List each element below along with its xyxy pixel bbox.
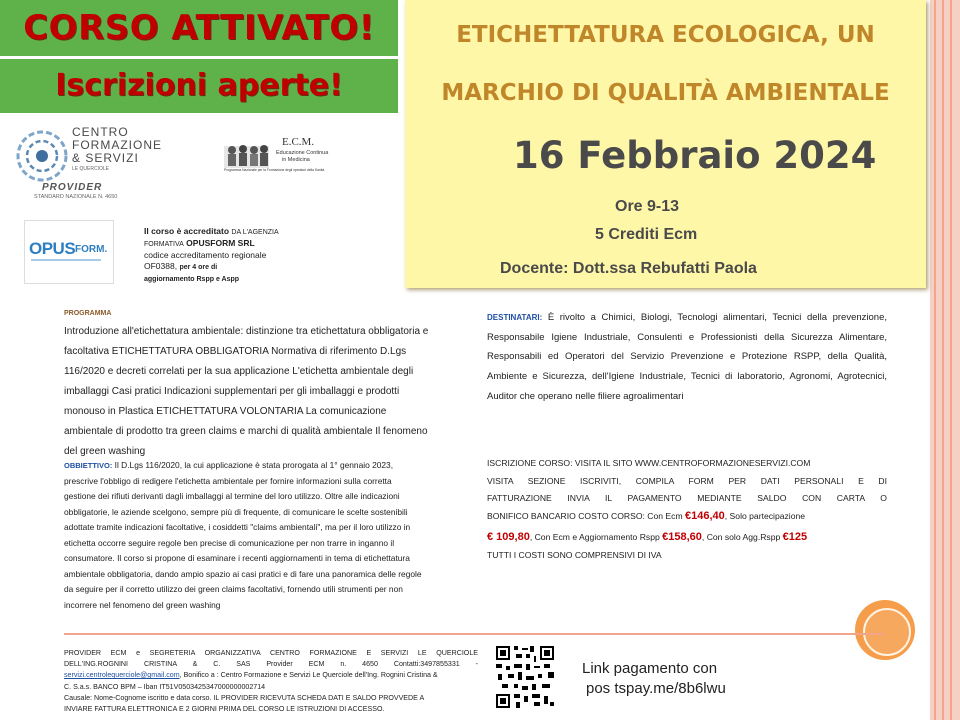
obiettivo-line: adottate tramite indicazioni facoltative, i cosiddetti "claims ambientali", ma per il loro utilizzo in bbox=[64, 522, 411, 532]
event-date: 16 Febbraio 2024 bbox=[513, 134, 877, 177]
footer-line: Causale: Nome-Cognome iscritto e data corso. IL PROVIDER RICEVUTA SCHEDA DATI E SALDO PROVVEDE A bbox=[64, 693, 425, 702]
footer-line: C. S.a.s. BANCO BPM – Iban IT51V0503425347000000002714 bbox=[64, 682, 266, 691]
programma-line: imballaggi Casi pratici Indicazioni supplementari per gli imballaggi e prodotti bbox=[64, 386, 400, 397]
destinatari-text: È rivolto a Chimici, Biologi, Tecnologi alimentari, Tecnici della prevenzione, Responsabile Igiene Industriale, Consulenti e Professionisti della Sicurezza Alimentare, Responsabili ed Operatori del Servizio Prevenzione e Protezione RSPP, della Qualità, Ambiente e Sicurezza, dell'Igiene Industriale, Tecnici di laboratorio, Agronomi, Agrotecnici, Auditor che operano nelle filiere agroalimentari bbox=[487, 312, 887, 402]
payment-link-label: Link pagamento con bbox=[582, 660, 718, 677]
cfs-provider-logo bbox=[12, 122, 172, 202]
opus-name: OPUS bbox=[29, 239, 76, 258]
obiettivo-line: incorrere nel fenomeno del green washing bbox=[64, 599, 221, 610]
accreditation-part-2: DA L'AGENZIA bbox=[231, 229, 279, 236]
accreditation-part-5: codice accreditamento regionale bbox=[144, 250, 267, 260]
cfs-name-line-2: FORMAZIONE bbox=[72, 138, 162, 152]
footer-contact-text bbox=[64, 648, 478, 715]
obiettivo-section bbox=[64, 458, 460, 613]
footer-email-link[interactable]: servizi.centrolequerciole@gmail.com bbox=[64, 671, 180, 680]
ecm-people-icon bbox=[224, 138, 269, 168]
footer-divider bbox=[64, 633, 884, 635]
iscrizione-line-6: TUTTI I COSTI SONO COMPRENSIVI DI IVA bbox=[487, 549, 662, 560]
ecm-bottom-text: Programma Nazionale per la Formazione degli operatori della Sanità bbox=[224, 168, 325, 172]
decorative-stripe bbox=[942, 0, 944, 720]
iscrizione-cost-text-4: , Con solo Agg.Rspp bbox=[701, 531, 783, 542]
iscrizione-cost-text-2: , Solo partecipazione bbox=[724, 511, 806, 522]
payment-qr-code-icon[interactable] bbox=[494, 644, 556, 710]
course-activated-banner bbox=[0, 0, 398, 56]
obiettivo-line: obbligatorie, le aziende scelgono, sempre più di frequente, di comunicare le scelte sostenibili bbox=[64, 506, 408, 517]
course-activated-text: CORSO ATTIVATO! bbox=[23, 8, 375, 48]
opusform-logo bbox=[24, 220, 114, 284]
destinatari-label: DESTINATARI: bbox=[487, 313, 543, 322]
accreditation-part-3: FORMATIVA bbox=[144, 241, 184, 248]
accreditation-text bbox=[144, 226, 304, 285]
iscrizione-line-2: VISITA SEZIONE ISCRIVITI, COMPILA FORM PER DATI PERSONALI E DI bbox=[487, 475, 887, 486]
iscrizione-cost-text: BONIFICO BANCARIO COSTO CORSO: Con Ecm bbox=[487, 511, 686, 522]
programma-line: monouso in Plastica ETICHETTATURA VOLONTARIA La comunicazione bbox=[64, 406, 387, 417]
cfs-provider-label: PROVIDER bbox=[42, 182, 103, 193]
obiettivo-line: prescrive l'obbligo di redigere l'etichetta ambientale per fornire informazioni sulla corretta bbox=[64, 475, 392, 486]
programma-line: ambientale di prodotto tra green claims e marchi di qualità ambientale Il fenomeno bbox=[64, 426, 428, 437]
course-title-line-1: ETICHETTATURA ECOLOGICA, UN bbox=[456, 22, 875, 48]
obiettivo-line: consumatore. Il corso si propone di esaminare i recenti aggiornamenti in tema di etichettatura bbox=[64, 553, 410, 563]
ecm-subtitle-1: Educazione Continua bbox=[276, 150, 329, 156]
accreditation-part-1: Il corso è accreditato bbox=[144, 226, 230, 236]
footer-line: PROVIDER ECM e SEGRETERIA ORGANIZZATIVA CENTRO FORMAZIONE E SERVIZI LE QUERCIOLE bbox=[64, 649, 478, 657]
programma-line: 116/2020 e decreti correlati per la sua applicazione L'etichetta ambientale degli bbox=[64, 366, 414, 377]
opus-underline bbox=[31, 259, 101, 261]
event-credits: 5 Crediti Ecm bbox=[595, 226, 698, 243]
teacher-name: Docente: Dott.ssa Rebufatti Paola bbox=[500, 260, 757, 277]
ecm-title: E.C.M. bbox=[282, 136, 315, 148]
price-ecm-and-rspp: €158,60 bbox=[662, 530, 702, 543]
accreditation-part-8: aggiornamento Rspp e Aspp bbox=[144, 276, 240, 283]
accreditation-part-4: OPUSFORM SRL bbox=[186, 238, 255, 248]
footer-line: DELL'ING.ROGNINI CRISTINA & C. SAS Provider ECM n. 4650 Contatti:3497855331 - bbox=[64, 660, 478, 669]
ecm-subtitle-2: in Medicina bbox=[282, 157, 310, 163]
ecm-logo bbox=[224, 136, 336, 174]
cfs-name-line-1: CENTRO bbox=[72, 125, 129, 139]
obiettivo-first-line: Il D.Lgs 116/2020, la cui applicazione è stata prorogata al 1° gennaio 2023, bbox=[114, 460, 394, 470]
course-title-box bbox=[405, 0, 926, 288]
event-time: Ore 9-13 bbox=[615, 198, 680, 215]
footer-line: , Bonifico a : Centro Formazione e Servizi Le Querciole dell'Ing. Rognini Cristina & bbox=[179, 671, 438, 680]
course-title-line-2: MARCHIO DI QUALITÀ AMBIENTALE bbox=[441, 80, 890, 106]
decorative-orange-circle-inner bbox=[863, 608, 911, 656]
programma-line: del green washing bbox=[64, 446, 146, 457]
programma-section bbox=[64, 308, 460, 462]
iscrizione-line-3: FATTURAZIONE INVIA IL PAGAMENTO MEDIANTE SALDO CON CARTA O bbox=[487, 493, 887, 504]
accreditation-part-6: OF0388, bbox=[144, 261, 178, 271]
price-participation-only: € 109,80 bbox=[487, 530, 530, 543]
price-rspp-only: €125 bbox=[782, 530, 808, 543]
programma-label: PROGRAMMA bbox=[64, 310, 112, 317]
cfs-globe-icon bbox=[12, 126, 72, 188]
iscrizione-section bbox=[487, 455, 887, 564]
obiettivo-label: OBBIETTIVO: bbox=[64, 461, 113, 470]
iscrizione-cost-text-3: , Con Ecm e Aggiornamento Rspp bbox=[529, 531, 663, 542]
obiettivo-line: gestione dei rifiuti derivanti dagli imballaggi al termine del loro utilizzo. Oltre alle indicazioni bbox=[64, 491, 400, 501]
opus-suffix: FORM. bbox=[75, 244, 108, 255]
obiettivo-line: ambientale obbligatoria, dando ampio spazio ai casi pratici e di fare una panoramica delle regole bbox=[64, 568, 422, 579]
destinatari-section bbox=[487, 308, 887, 407]
payment-link-url[interactable]: pos tspay.me/8b6lwu bbox=[586, 680, 726, 697]
cfs-name-line-3: & SERVIZI bbox=[72, 151, 139, 165]
cfs-subtitle: LE QUERCIOLE bbox=[72, 166, 109, 172]
programma-line: Introduzione all'etichettatura ambientale: distinzione tra etichettatura obbligatoria e bbox=[64, 326, 429, 337]
footer-line: INVIARE FATTURA ELETTRONICA E 2 GIORNI PRIMA DEL CORSO LE ISTRUZIONI DI ACCESSO. bbox=[64, 705, 385, 714]
cfs-standard-label: STANDARD NAZIONALE N. 4650 bbox=[34, 194, 118, 200]
obiettivo-line: etichetta occorre seguire regole ben precise di comunicazione per non trarre in inganno il bbox=[64, 537, 395, 548]
registrations-open-banner bbox=[0, 59, 398, 113]
decorative-stripe bbox=[950, 0, 952, 720]
registrations-open-text: Iscrizioni aperte! bbox=[55, 68, 343, 103]
programma-line: facoltativa ETICHETTATURA OBBLIGATORIA Normativa di riferimento D.Lgs bbox=[64, 346, 407, 357]
iscrizione-line-1: ISCRIZIONE CORSO: VISITA IL SITO WWW.CENTROFORMAZIONESERVIZI.COM bbox=[487, 458, 811, 468]
accreditation-part-7: per 4 ore di bbox=[179, 264, 218, 271]
obiettivo-line: da seguire per il corretto utilizzo dei green claims facoltativi, fornendo utili strumenti per non bbox=[64, 584, 403, 594]
decorative-stripe bbox=[934, 0, 936, 720]
price-with-ecm: €146,40 bbox=[685, 510, 725, 523]
